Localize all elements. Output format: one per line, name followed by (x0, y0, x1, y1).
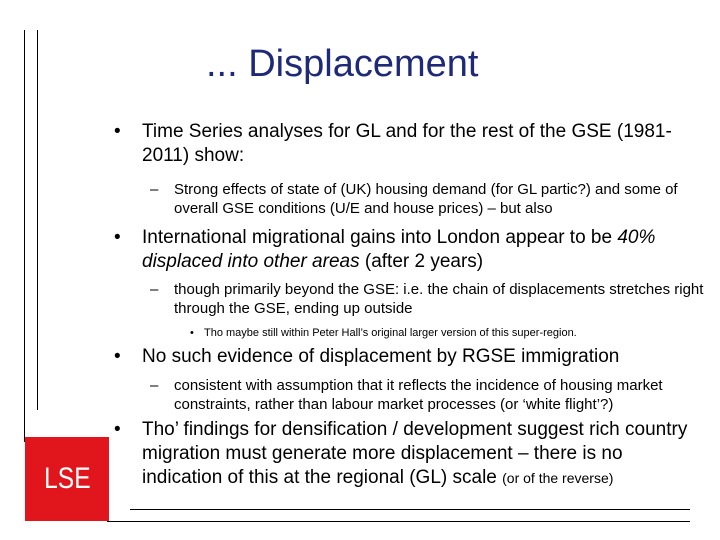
bullet-densification (142, 418, 702, 490)
bullet-marker: • (114, 419, 121, 440)
bullet-text: (after 2 years) (359, 251, 484, 272)
bullet-text: International migrational gains into London appear to be (142, 227, 618, 248)
bullet-marker: • (114, 227, 121, 248)
sub-sub-bullet-marker: • (190, 327, 194, 339)
sub-sub-bullet-peter-hall: Tho maybe still within Peter Hall’s original larger version of this super-region. (204, 327, 577, 339)
sub-bullet-housing-demand: Strong effects of state of (UK) housing demand (for GL partic?) and some of overall GSE conditions (U/E and house prices) – but also (174, 181, 678, 217)
footer-rule-upper (130, 509, 690, 510)
sub-bullet-marker: – (150, 377, 159, 394)
sub-bullet-housing-constraints: consistent with assumption that it reflects the incidence of housing market constraints, rather than labour market processes (or ‘white flight’?) (174, 377, 663, 413)
left-rule-inner (37, 30, 38, 410)
slide-title: ... Displacement (206, 43, 479, 85)
footer-rule-lower (107, 521, 690, 522)
bullet-marker: • (114, 346, 121, 367)
bullet-marker: • (114, 121, 121, 142)
bullet-time-series: Time Series analyses for GL and for the rest of the GSE (1981-2011) show: (142, 121, 672, 166)
bullet-aside: (or of the reverse) (502, 470, 614, 486)
sub-bullet-beyond-gse: though primarily beyond the GSE: i.e. the chain of displacements stretches right through the GSE, ending up outside (174, 281, 704, 317)
sub-bullet-marker: – (150, 281, 159, 298)
sub-bullet-marker: – (150, 181, 159, 198)
bullet-rgse-immigration: No such evidence of displacement by RGSE immigration (142, 346, 620, 367)
lse-logo: LSE (25, 437, 109, 521)
bullet-international-migration (142, 226, 702, 274)
bullet-emphasis: 40% displaced into other areas (142, 227, 656, 272)
left-rule-outer (24, 30, 25, 442)
bullet-text: Tho’ findings for densification / development suggest rich country migration must generate more displacement – there is no indication of this at the regional (GL) scale (142, 419, 688, 488)
